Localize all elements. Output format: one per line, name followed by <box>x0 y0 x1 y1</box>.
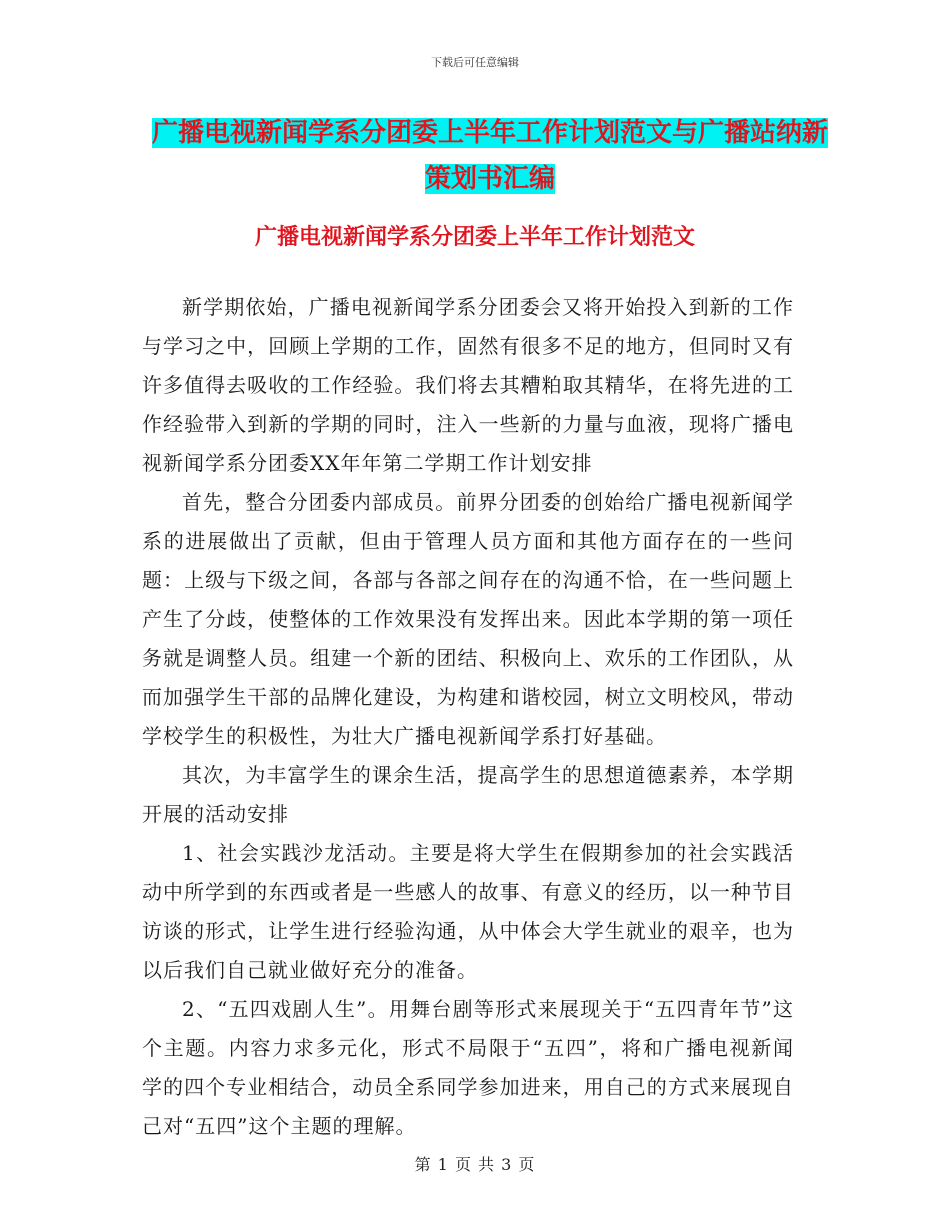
paragraph: 首先，整合分团委内部成员。前界分团委的创始给广播电视新闻学系的进展做出了贡献，但由于管理人员方面和其他方面存在的一些问题：上级与下级之间，各部与各部之间存在的沟通不恰，在一些问题上产生了分歧，使整体的工作效果没有发挥出来。因此本学期的第一项任务就是调整人员。组建一个新的团结、积极向上、欢乐的工作团队，从而加强学生干部的品牌化建设，为构建和谐校园，树立文明校风，带动学校学生的积极性，为壮大广播电视新闻学系打好基础。 <box>142 490 794 748</box>
section-title: 广播电视新闻学系分团委上半年工作计划范文 <box>254 225 695 250</box>
document-title <box>140 110 840 202</box>
body-text <box>142 288 794 1146</box>
page-footer: 第 1 页 共 3 页 <box>414 1155 536 1174</box>
document-title-text: 广播电视新闻学系分团委上半年工作计划范文与广播站纳新策划书汇编 <box>151 118 828 194</box>
header-note: 下载后可任意编辑 <box>431 56 519 69</box>
paragraph: 2、“五四戏剧人生”。用舞台剧等形式来展现关于“五四青年节”这个主题。内容力求多元化，形式不局限于“五四”，将和广播电视新闻学的四个专业相结合，动员全系同学参加进来，用自己的方式来展现自己对“五四”这个主题的理解。 <box>142 997 794 1138</box>
paragraph: 1、社会实践沙龙活动。主要是将大学生在假期参加的社会实践活动中所学到的东西或者是一些感人的故事、有意义的经历，以一种节目访谈的形式，让学生进行经验沟通，从中体会大学生就业的艰辛，也为以后我们自己就业做好充分的准备。 <box>142 841 794 982</box>
paragraph: 其次，为丰富学生的课余生活，提高学生的思想道德素养，本学期开展的活动安排 <box>142 763 794 826</box>
paragraph: 新学期依始，广播电视新闻学系分团委会又将开始投入到新的工作与学习之中，回顾上学期的工作，固然有很多不足的地方，但同时又有许多值得去吸收的工作经验。我们将去其糟粕取其精华，在将先进的工作经验带入到新的学期的同时，注入一些新的力量与血液，现将广播电视新闻学系分团委XX年年第二学期工作计划安排 <box>142 295 794 475</box>
